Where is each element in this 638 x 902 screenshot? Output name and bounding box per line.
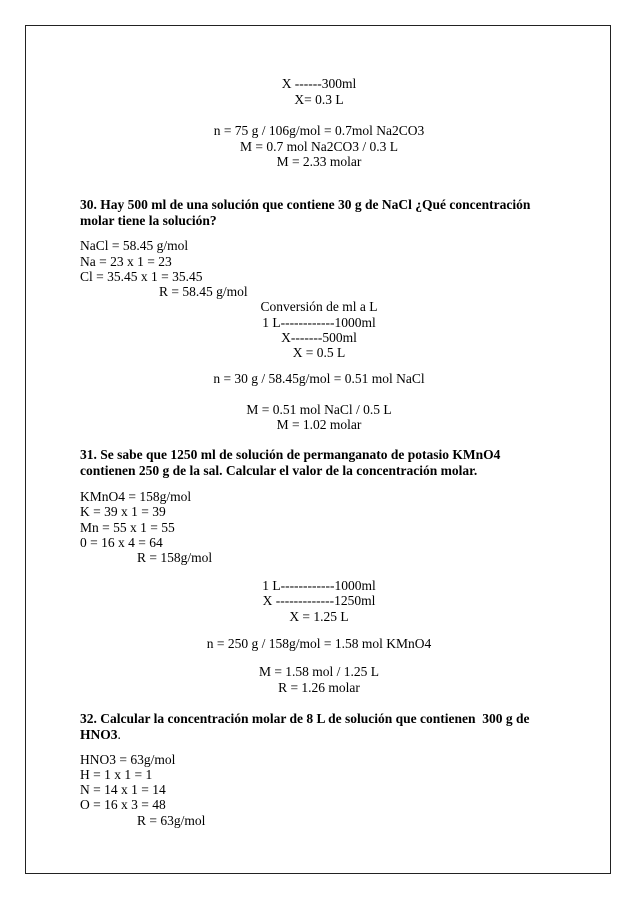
problem-31-conversion-result: X = 1.25 L bbox=[289, 609, 349, 624]
problem-31-molarity-result: R = 1.26 molar bbox=[278, 680, 360, 695]
problem-30-question-line2: molar tiene la solución? bbox=[80, 213, 217, 228]
prev-moles-calc: n = 75 g / 106g/mol = 0.7mol Na2CO3 bbox=[213, 123, 425, 138]
problem-32-mass-result: R = 63g/mol bbox=[137, 813, 206, 828]
problem-32-n-mass: N = 14 x 1 = 14 bbox=[80, 782, 166, 797]
problem-30-question-line1: 30. Hay 500 ml de una solución que contiene 30 g de NaCl ¿Qué concentración bbox=[80, 197, 531, 212]
problem-31-moles-calc: n = 250 g / 158g/mol = 1.58 mol KMnO4 bbox=[206, 636, 432, 651]
problem-30-molar-mass: NaCl = 58.45 g/mol bbox=[80, 238, 189, 253]
problem-30-conversion-line1: 1 L------------1000ml bbox=[262, 315, 376, 330]
problem-31-question-line2: contienen 250 g de la sal. Calcular el valor de la concentración molar. bbox=[80, 463, 478, 478]
problem-31-o-mass: 0 = 16 x 4 = 64 bbox=[80, 535, 163, 550]
prev-molarity-calc: M = 0.7 mol Na2CO3 / 0.3 L bbox=[240, 139, 398, 154]
problem-30-conversion-result: X = 0.5 L bbox=[292, 345, 346, 360]
problem-31-molar-mass: KMnO4 = 158g/mol bbox=[80, 489, 192, 504]
problem-32-question-line1: 32. Calcular la concentración molar de 8 L de solución que contienen 300 g de bbox=[80, 711, 530, 726]
prev-conversion-result: X= 0.3 L bbox=[294, 92, 344, 107]
problem-32-period: . bbox=[117, 727, 121, 742]
problem-30-mass-result: R = 58.45 g/mol bbox=[159, 284, 248, 299]
problem-32-h-mass: H = 1 x 1 = 1 bbox=[80, 767, 153, 782]
problem-32-question-line2 bbox=[80, 727, 121, 743]
problem-32-formula: HNO3 bbox=[80, 727, 118, 742]
problem-31-conversion-line1: 1 L------------1000ml bbox=[262, 578, 376, 593]
problem-31-mn-mass: Mn = 55 x 1 = 55 bbox=[80, 520, 175, 535]
problem-31-conversion-line2: X -------------1250ml bbox=[262, 593, 376, 608]
problem-31-molarity-calc: M = 1.58 mol / 1.25 L bbox=[258, 664, 380, 679]
problem-31-question-line1: 31. Se sabe que 1250 ml de solución de permanganato de potasio KMnO4 bbox=[80, 447, 501, 462]
problem-31-mass-result: R = 158g/mol bbox=[137, 550, 213, 565]
problem-32-o-mass: O = 16 x 3 = 48 bbox=[80, 797, 166, 812]
problem-30-conversion-title: Conversión de ml a L bbox=[260, 299, 378, 314]
problem-32-molar-mass: HNO3 = 63g/mol bbox=[80, 752, 176, 767]
prev-molarity-result: M = 2.33 molar bbox=[276, 154, 362, 169]
prev-conversion-line: X ------300ml bbox=[281, 76, 357, 91]
problem-30-molarity-calc: M = 0.51 mol NaCl / 0.5 L bbox=[246, 402, 392, 417]
problem-30-cl-mass: Cl = 35.45 x 1 = 35.45 bbox=[80, 269, 203, 284]
problem-30-conversion-line2: X-------500ml bbox=[281, 330, 357, 345]
problem-30-molarity-result: M = 1.02 molar bbox=[276, 417, 362, 432]
problem-30-moles-calc: n = 30 g / 58.45g/mol = 0.51 mol NaCl bbox=[213, 371, 425, 386]
problem-30-na-mass: Na = 23 x 1 = 23 bbox=[80, 254, 172, 269]
problem-31-k-mass: K = 39 x 1 = 39 bbox=[80, 504, 166, 519]
